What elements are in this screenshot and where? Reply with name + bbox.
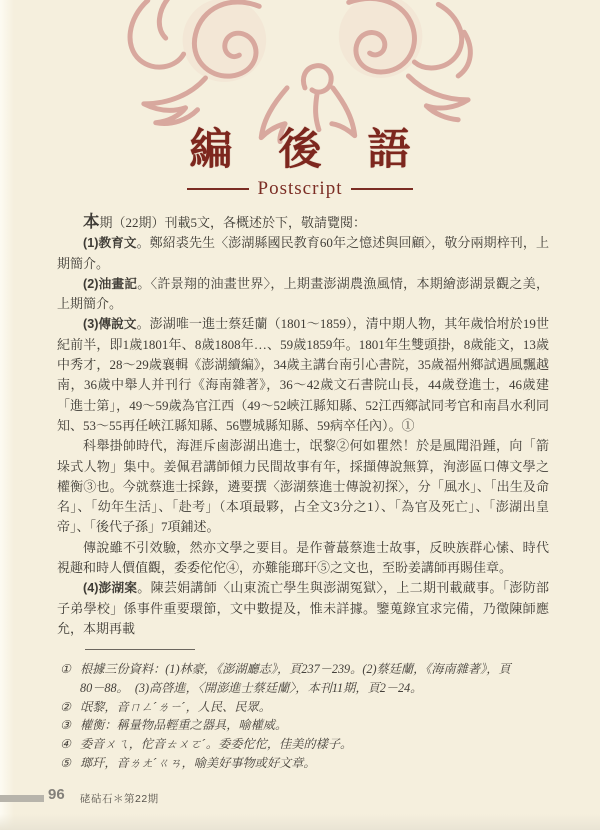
item-label: (2)油畫記	[83, 276, 138, 291]
footnote-1	[60, 660, 544, 698]
title-char: 編	[189, 125, 233, 175]
paragraph-item-1	[57, 233, 549, 274]
footnote-text: 委音ㄨㄟ，佗音ㄊㄨㄛˊ。委委佗佗，佳美的樣子。	[80, 737, 353, 752]
title-char: 語	[367, 125, 411, 175]
paragraph-text: 期（22期）刊載5文，各概述於下，敬請覽閱：	[99, 215, 367, 230]
paragraph-item-2	[57, 274, 549, 315]
paragraph-text: 。〈許景翔的油畫世界〉，上期畫澎湖農漁風情，本期繪澎湖景觀之美，上期簡介。	[57, 275, 549, 312]
journal-issue-label: 硓𥑮石＊第22期	[80, 793, 159, 805]
paragraph-commentary-1	[57, 436, 549, 537]
footnote-text: 氓黎，音ㄇㄥˊㄌㄧˊ，人民、民眾。	[80, 699, 271, 714]
footnote-2	[60, 698, 544, 717]
item-label: (3)傳說文	[83, 317, 137, 332]
footnote-divider	[85, 649, 195, 650]
page-number: 96	[48, 786, 65, 803]
footnote-text: 權衡：稱量物品輕重之器具，喻權威。	[80, 718, 288, 733]
item-label: (4)澎湖案	[83, 581, 138, 596]
footnote-marker: ⑤	[60, 755, 71, 770]
paragraph-text: 。陳芸娟講師〈山東流亡學生與澎湖冤獄〉，上二期刊載蕆事。「澎防部子弟學校」係事件重要環節，文中數提及，惟未詳據。鑒蒐錄宜求完備，乃徵陳師應允，本期再載	[57, 580, 549, 636]
footnote-marker: ③	[60, 718, 71, 733]
paragraph-text: 傳說雖不引效驗，然亦文學之要目。是作薈蕞蔡進士故事，反映族群心愫、時代視趣和時人價值觀，委委佗佗④，亦難能瑯玕⑤之文也，至盼姜講師再賜佳章。	[57, 539, 549, 576]
paragraph-text: 。鄭紹裘先生〈澎湖縣國民教育60年之憶述與回顧〉，敬分兩期梓刊，上期簡介。	[57, 235, 549, 271]
item-label: (1)教育文	[83, 236, 137, 251]
footnote-text	[80, 660, 544, 698]
footnote-marker: ②	[60, 699, 71, 714]
paragraph-commentary-2	[57, 538, 549, 579]
title-char: 後	[278, 125, 322, 175]
subtitle-dash-right	[351, 188, 413, 190]
footnote-marker: ①	[60, 662, 71, 676]
body-text	[57, 212, 549, 639]
paragraph-text: 科舉掛帥時代，海涯斥鹵澎湖出進士，氓黎②何如瞿然！於是風聞沿踵，向「箭垛式人物」集中。姜佩君講師傾力民間故事有年，採擷傳說無算，洵澎區口傳文學之權衡③也。今就蔡進士採錄，遴要撰〈澎湖蔡進士傳說初探〉，分「風水」、「出生及命名」、「幼年生活」、「赴考」（本項最夥，占全文3分之1）、「為官及死亡」、「澎湖出皇帝」、「後代子孫」7項鋪述。	[57, 438, 549, 535]
footnotes	[60, 660, 544, 773]
subtitle-text: Postscript	[257, 178, 343, 199]
footer-rule	[0, 795, 44, 802]
page-subtitle	[0, 178, 600, 200]
footnote-3	[60, 716, 544, 735]
footnote-marker: ④	[60, 737, 71, 752]
subtitle-dash-left	[187, 188, 249, 190]
footnote-line: 根據三份資料：(1)林豪，《澎湖廳志》，頁237－239。(2)蔡廷蘭，《海南雜著》，頁	[80, 662, 511, 676]
paragraph-intro	[57, 212, 549, 233]
footnote-line: 80－88。 (3)高啓進，〈開澎進士蔡廷蘭〉，本刊11期，頁2－24。	[80, 680, 423, 695]
paragraph-text: 。澎湖唯一進士蔡廷蘭（1801～1859），清中期人物，其年歲恰坿於19世紀前半，即1歲1801年、8歲1808年…、59歲1859年。1801年生雙頭掛，8歲能文，13歲中秀才，28～29歲襄輯《澎湖續編》，34歲主講台南引心書院，35歲福州鄉試遇風飄越南，36歲中舉人并刊行《海南雜著》，36～42歲文石書院山長，44歲登進士，46歲建「進士第」，49～59歲為官江西（49～52峽江縣知縣、52江西鄉試同考官和南昌水利同知、53～55再任峽江縣知縣、56豐城縣知縣、59病卒任內）。①	[57, 316, 549, 433]
footnote-text: 瑯玕，音ㄌㄤˊㄍㄢ，喻美好事物或好文章。	[80, 755, 316, 770]
paragraph-item-3	[57, 314, 549, 436]
paragraph-item-4	[57, 578, 549, 639]
page-title	[0, 116, 600, 177]
footnote-5	[60, 754, 544, 773]
footnote-4	[60, 735, 544, 754]
intro-lead-char: 本	[83, 213, 100, 231]
